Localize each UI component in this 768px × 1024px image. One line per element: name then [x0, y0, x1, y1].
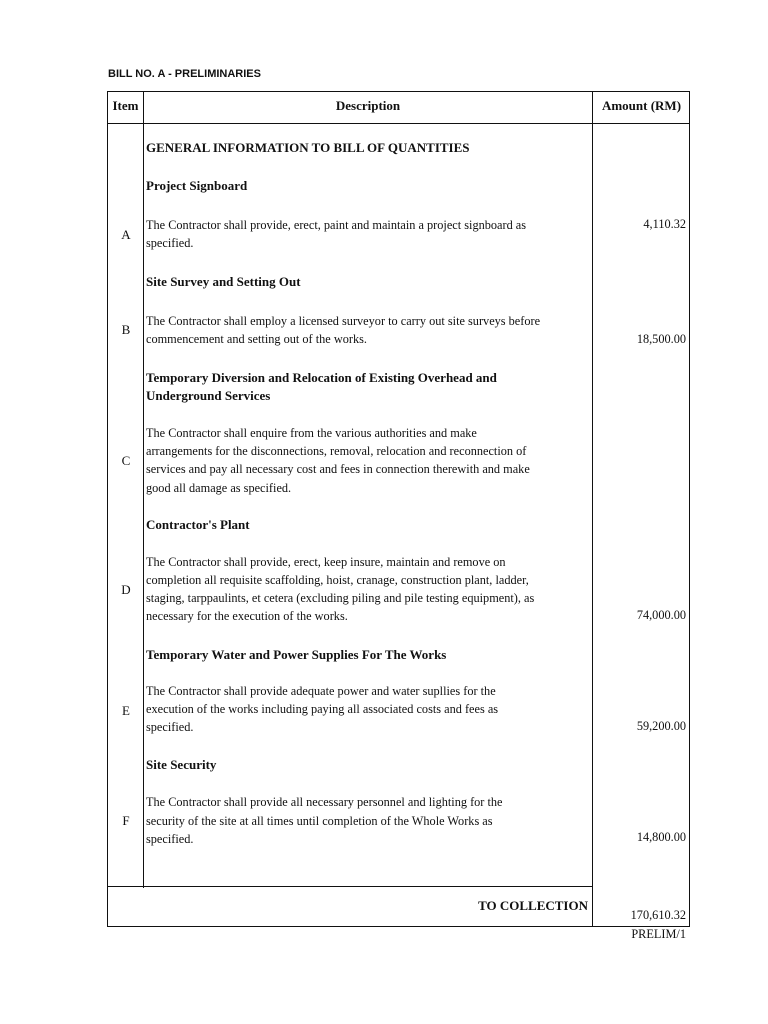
item-e-line-2: execution of the works including paying all associated costs and fees as	[146, 702, 499, 716]
item-a-heading: Project Signboard	[146, 178, 248, 193]
item-e-letter: E	[122, 703, 130, 718]
item-e-line-1: The Contractor shall provide adequate power and water supllies for the	[146, 684, 496, 698]
item-e-heading: Temporary Water and Power Supplies For The Works	[146, 647, 447, 662]
item-d-heading: Contractor's Plant	[146, 517, 250, 532]
item-c-line-4: good all damage as specified.	[146, 481, 292, 495]
collection-label: TO COLLECTION	[478, 898, 588, 913]
item-c-line-2: arrangements for the disconnections, removal, relocation and reconnection of	[146, 444, 527, 458]
item-a-letter: A	[121, 227, 131, 242]
bill-title: BILL NO. A - PRELIMINARIES	[108, 68, 261, 80]
item-f-line-3: specified.	[146, 832, 194, 846]
item-f-amount: 14,800.00	[636, 830, 686, 844]
amount-column-divider	[592, 91, 593, 927]
item-column-divider	[143, 91, 144, 888]
general-heading: GENERAL INFORMATION TO BILL OF QUANTITIES	[146, 140, 470, 155]
item-d-line-4: necessary for the execution of the works.	[146, 609, 348, 623]
header-amount: Amount (RM)	[601, 98, 682, 113]
item-e-amount: 59,200.00	[636, 719, 686, 733]
item-b-line-2: commencement and setting out of the works.	[146, 332, 367, 346]
item-f-line-1: The Contractor shall provide all necessary personnel and lighting for the	[146, 795, 503, 809]
item-b-line-1: The Contractor shall employ a licensed surveyor to carry out site surveys before	[146, 314, 541, 328]
item-e-line-3: specified.	[146, 720, 194, 734]
item-a-line-1: The Contractor shall provide, erect, paint and maintain a project signboard as	[146, 218, 527, 232]
item-b-amount: 18,500.00	[636, 332, 686, 346]
item-c-line-3: services and pay all necessary cost and fees in connection therewith and make	[146, 462, 530, 476]
item-d-line-2: completion all requisite scaffolding, hoist, cranage, construction plant, ladder,	[146, 573, 529, 587]
item-b-heading: Site Survey and Setting Out	[146, 274, 301, 289]
item-c-heading-line-2: Underground Services	[146, 388, 271, 403]
collection-total: 170,610.32	[630, 908, 686, 922]
item-c-line-1: The Contractor shall enquire from the various authorities and make	[146, 426, 477, 440]
item-f-letter: F	[122, 813, 130, 828]
page-reference: PRELIM/1	[631, 927, 686, 941]
item-a-line-2: specified.	[146, 236, 194, 250]
item-f-heading: Site Security	[146, 757, 217, 772]
header-description: Description	[335, 98, 401, 113]
item-d-amount: 74,000.00	[636, 608, 686, 622]
header-divider	[107, 123, 690, 124]
item-d-line-1: The Contractor shall provide, erect, keep insure, maintain and remove on	[146, 555, 506, 569]
collection-divider	[107, 886, 593, 887]
item-f-line-2: security of the site at all times until completion of the Whole Works as	[146, 814, 493, 828]
item-a-amount: 4,110.32	[643, 217, 686, 231]
item-c-heading-line-1: Temporary Diversion and Relocation of Existing Overhead and	[146, 370, 497, 385]
item-d-letter: D	[121, 582, 131, 597]
item-c-letter: C	[121, 453, 131, 468]
item-b-letter: B	[121, 322, 131, 337]
item-d-line-3: staging, tarppaulints, et cetera (excluding piling and pile testing equipment), as	[146, 591, 535, 605]
header-item: Item	[112, 98, 139, 113]
